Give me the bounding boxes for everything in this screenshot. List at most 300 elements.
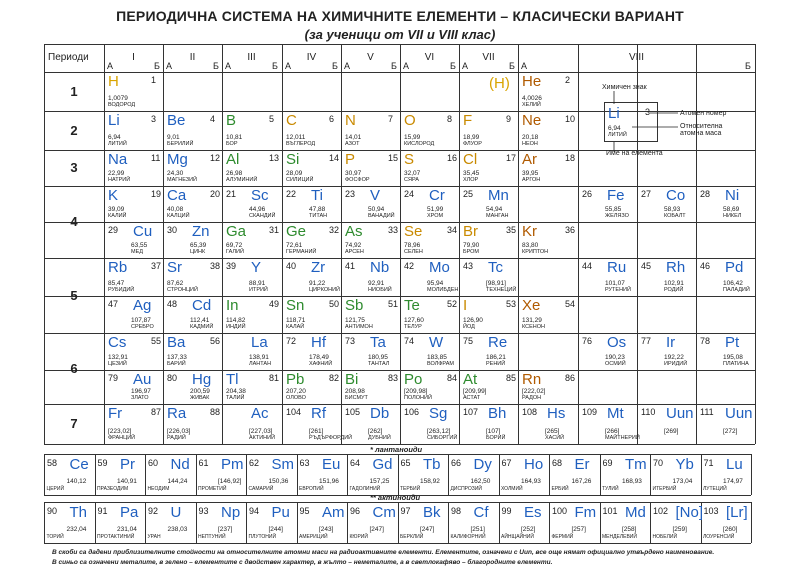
atomic-number: 3 bbox=[151, 114, 157, 124]
h-paren: (H) bbox=[489, 75, 510, 92]
atomic-number: 74 bbox=[404, 336, 415, 346]
element-H bbox=[104, 72, 163, 111]
element-symbol: Fe bbox=[607, 187, 625, 204]
element-name: ЗЛАТО bbox=[131, 395, 149, 401]
element-name: ВОЛФРАМ bbox=[427, 361, 454, 367]
atomic-mass: 150,36 bbox=[268, 478, 289, 485]
element-name: ЛОУРЕНСИЙ bbox=[703, 534, 735, 540]
atomic-mass: 55,85 bbox=[605, 206, 622, 213]
element-symbol: Sr bbox=[167, 259, 182, 276]
atomic-mass: [243] bbox=[319, 526, 334, 533]
atomic-mass: 12,011 bbox=[286, 134, 306, 141]
period-1: 1 bbox=[70, 83, 78, 99]
element-Np bbox=[196, 502, 247, 543]
atomic-mass: 144,24 bbox=[167, 478, 188, 485]
group-a-label: А bbox=[462, 61, 469, 71]
group-roman-6: VI bbox=[424, 52, 435, 63]
element-name: АМЕРИЦИЙ bbox=[299, 534, 328, 540]
element-Se bbox=[400, 222, 459, 258]
element-Rn bbox=[518, 370, 577, 404]
element-Sr bbox=[163, 258, 222, 296]
atomic-mass: 114,82 bbox=[226, 317, 246, 324]
atomic-mass: 26,98 bbox=[226, 170, 243, 177]
element-Ar bbox=[518, 150, 577, 186]
element-Ru bbox=[578, 258, 637, 296]
element-symbol: Ru bbox=[607, 259, 627, 276]
element-symbol: Pm bbox=[221, 456, 244, 473]
atomic-number: 42 bbox=[404, 261, 415, 271]
element-Ne bbox=[518, 111, 577, 150]
element-name: ПАЛАДИЙ bbox=[723, 287, 750, 293]
element-name: НИОБИЙ bbox=[368, 287, 392, 293]
grid-line bbox=[751, 502, 752, 543]
element-symbol: U bbox=[170, 504, 182, 521]
element-Fr bbox=[104, 404, 163, 444]
atomic-number: 37 bbox=[151, 261, 162, 271]
atomic-mass: 167,26 bbox=[571, 478, 592, 485]
atomic-mass: [227,03] bbox=[249, 428, 273, 435]
atomic-number: 38 bbox=[210, 261, 221, 271]
element-B bbox=[222, 111, 281, 150]
atomic-number: 53 bbox=[506, 299, 517, 309]
element-name: РОДИЙ bbox=[664, 287, 684, 293]
element-symbol: Sm bbox=[271, 456, 294, 473]
element-symbol: S bbox=[404, 151, 415, 168]
atomic-number: 66 bbox=[451, 458, 462, 468]
atomic-number: 78 bbox=[700, 336, 711, 346]
element-symbol: Ti bbox=[311, 187, 323, 204]
element-name: ФЕРМИЙ bbox=[551, 534, 574, 540]
element-Bh bbox=[459, 404, 518, 444]
page-title: ПЕРИОДИЧНА СИСТЕМА НА ХИМИЧНИТЕ ЕЛЕМЕНТИ – КЛАСИЧЕСКИ ВАРИАНТ bbox=[116, 8, 684, 24]
atomic-number: 16 bbox=[447, 153, 458, 163]
element-Be bbox=[163, 111, 222, 150]
element-Mo bbox=[400, 258, 459, 296]
period-2: 2 bbox=[70, 122, 78, 138]
element-symbol: Cd bbox=[192, 297, 212, 314]
atomic-mass: 51,99 bbox=[427, 206, 444, 213]
element-name: ДУБНИЙ bbox=[368, 435, 391, 441]
group-a-label: А bbox=[107, 61, 114, 71]
atomic-mass: 208,98 bbox=[345, 388, 365, 395]
element-name: КОБАЛТ bbox=[664, 213, 686, 219]
element-Rb bbox=[104, 258, 163, 296]
atomic-mass: [107] bbox=[486, 428, 501, 435]
period-5: 5 bbox=[70, 287, 78, 303]
element-V bbox=[341, 186, 400, 222]
element-symbol: W bbox=[429, 334, 444, 351]
atomic-mass: 39,09 bbox=[108, 206, 125, 213]
atomic-number: 8 bbox=[447, 114, 453, 124]
element-name: ЕВРОПИЙ bbox=[299, 486, 324, 492]
atomic-mass: 186,21 bbox=[486, 354, 506, 361]
element-name: АРСЕН bbox=[345, 249, 364, 255]
element-name: ОСМИЙ bbox=[605, 361, 626, 367]
element-name: ВАНАДИЙ bbox=[368, 213, 395, 219]
element-Hg bbox=[163, 370, 222, 404]
atomic-number: 90 bbox=[47, 506, 58, 516]
element-Sg bbox=[400, 404, 459, 444]
atomic-number: 82 bbox=[329, 373, 340, 383]
atomic-mass: 238,03 bbox=[167, 526, 188, 533]
element-name: ЦЕЗИЙ bbox=[108, 361, 127, 367]
atomic-mass: [226,03] bbox=[167, 428, 191, 435]
atomic-mass: 157,25 bbox=[369, 478, 390, 485]
element-symbol: P bbox=[345, 151, 356, 168]
group-a-label: А bbox=[285, 61, 292, 71]
atomic-mass: 101,07 bbox=[605, 280, 625, 287]
element-name: РУБИДИЙ bbox=[108, 287, 135, 293]
element-He bbox=[518, 72, 577, 111]
element-Cu bbox=[104, 222, 163, 258]
atomic-number: 101 bbox=[602, 506, 618, 516]
element-name: БОРИЙ bbox=[486, 435, 506, 441]
atomic-number: 39 bbox=[226, 261, 237, 271]
element-symbol: Ni bbox=[725, 187, 740, 204]
group-b-label: Б bbox=[154, 61, 160, 71]
element-symbol: Br bbox=[463, 223, 478, 240]
atomic-number: 14 bbox=[329, 153, 340, 163]
atomic-number: 20 bbox=[210, 189, 221, 199]
element-symbol: Lu bbox=[726, 456, 743, 473]
atomic-number: 94 bbox=[249, 506, 260, 516]
element-Na bbox=[104, 150, 163, 186]
element-Md bbox=[600, 502, 651, 543]
element-symbol: Au bbox=[133, 371, 152, 388]
atomic-mass: 140,91 bbox=[117, 478, 137, 485]
element-Nb bbox=[341, 258, 400, 296]
atomic-number: 43 bbox=[463, 261, 474, 271]
element-name: ПЛУТОНИЙ bbox=[248, 534, 277, 540]
atomic-mass: [257] bbox=[571, 526, 586, 533]
element-name: ГАДОЛИНИЙ bbox=[349, 486, 381, 492]
grid-line bbox=[44, 543, 751, 544]
group-b-label: Б bbox=[745, 61, 751, 71]
atomic-number: 41 bbox=[345, 261, 356, 271]
element-name: МЕД bbox=[131, 249, 143, 255]
atomic-mass: [209,98] bbox=[404, 388, 428, 395]
atomic-number: 35 bbox=[506, 225, 517, 235]
atomic-number: 64 bbox=[350, 458, 361, 468]
group-b-label: Б bbox=[272, 61, 278, 71]
atomic-mass: 174,97 bbox=[723, 478, 743, 485]
element-symbol: Bi bbox=[345, 371, 359, 388]
element-Pm bbox=[196, 454, 247, 495]
element-name: ИРИДИЙ bbox=[664, 361, 688, 367]
atomic-mass: 118,71 bbox=[286, 317, 306, 324]
atomic-number: 52 bbox=[447, 299, 458, 309]
legend-mass-label: Относителна атомна маса bbox=[680, 123, 723, 137]
atomic-number: 21 bbox=[226, 189, 237, 199]
atomic-number: 111 bbox=[700, 407, 714, 417]
element-symbol: Pr bbox=[120, 456, 135, 473]
legend-sample-number: 3 bbox=[645, 107, 651, 117]
element-Tm bbox=[600, 454, 651, 495]
element-name: ИТЕРБИЙ bbox=[652, 486, 677, 492]
element-symbol: Na bbox=[108, 151, 128, 168]
element-Br bbox=[459, 222, 518, 258]
atomic-mass: 4,0026 bbox=[522, 95, 542, 102]
atomic-number: 34 bbox=[447, 225, 458, 235]
atomic-number: 67 bbox=[501, 458, 512, 468]
atomic-mass: 28,09 bbox=[286, 170, 303, 177]
element-symbol: [Lr] bbox=[726, 504, 748, 521]
atomic-mass: 79,90 bbox=[463, 242, 480, 249]
element-symbol: Nb bbox=[370, 259, 390, 276]
element-O bbox=[400, 111, 459, 150]
atomic-number: 27 bbox=[641, 189, 652, 199]
atomic-mass: 196,97 bbox=[131, 388, 151, 395]
atomic-number: 46 bbox=[700, 261, 711, 271]
element-symbol: Nd bbox=[170, 456, 190, 473]
element-C bbox=[282, 111, 341, 150]
element-symbol: Cu bbox=[133, 223, 153, 240]
atomic-mass: 107,87 bbox=[131, 317, 151, 324]
element-symbol: Cf bbox=[473, 504, 489, 521]
element-symbol: Rn bbox=[522, 371, 542, 388]
element-symbol: Li bbox=[108, 112, 120, 129]
element-symbol: Co bbox=[666, 187, 686, 204]
element-symbol: Al bbox=[226, 151, 240, 168]
element-Rh bbox=[637, 258, 696, 296]
atomic-mass: 200,59 bbox=[190, 388, 210, 395]
atomic-number: 98 bbox=[451, 506, 462, 516]
element-name: СИБОРГИЙ bbox=[427, 435, 458, 441]
element-Au bbox=[104, 370, 163, 404]
atomic-mass: [260] bbox=[723, 526, 738, 533]
page-subtitle: (за ученици от VII и VIII клас) bbox=[304, 27, 496, 42]
atomic-mass: 65,39 bbox=[190, 242, 207, 249]
grid-line bbox=[578, 44, 579, 444]
atomic-number: 15 bbox=[388, 153, 399, 163]
element-Pu bbox=[246, 502, 297, 543]
atomic-number: 32 bbox=[329, 225, 340, 235]
atomic-mass: [258] bbox=[622, 526, 637, 533]
atomic-mass: [266] bbox=[605, 428, 620, 435]
element-name: СРЕБРО bbox=[131, 324, 154, 330]
element-name: БОР bbox=[226, 141, 238, 147]
element-name: БИСМУТ bbox=[345, 395, 368, 401]
element-symbol: Rb bbox=[108, 259, 128, 276]
element-name: КЮРИЙ bbox=[349, 534, 368, 540]
element-Cl bbox=[459, 150, 518, 186]
atomic-mass: [98,91] bbox=[486, 280, 506, 287]
atomic-mass: 40,08 bbox=[167, 206, 184, 213]
element-Pt bbox=[696, 333, 755, 370]
element-symbol: Uun bbox=[666, 405, 694, 422]
element-symbol: Hs bbox=[547, 405, 566, 422]
element-name: ТЕЛУР bbox=[404, 324, 422, 330]
legend-symbol-label: Химичен знак bbox=[602, 84, 647, 91]
element-name: ХАСИЙ bbox=[545, 435, 565, 441]
element-Sm bbox=[246, 454, 297, 495]
element-name: АКТИНИЙ bbox=[249, 435, 276, 441]
element-[No] bbox=[650, 502, 704, 543]
atomic-number: 17 bbox=[506, 153, 517, 163]
element-Zr bbox=[282, 258, 341, 296]
atomic-number: 31 bbox=[269, 225, 280, 235]
element-name: ЦИНК bbox=[190, 249, 206, 255]
atomic-mass: 74,92 bbox=[345, 242, 362, 249]
atomic-mass: 106,42 bbox=[723, 280, 743, 287]
footnote-1: В скоби са дадени приблизителните стойности на относителните атомни маси на радиоактивните елементи. Елементите, означени с Uun, все още нямат официално утвърдено наименование. bbox=[52, 549, 715, 556]
element-symbol: Mt bbox=[607, 405, 624, 422]
atomic-mass: 180,95 bbox=[368, 354, 388, 361]
atomic-mass: [265] bbox=[545, 428, 560, 435]
atomic-number: 80 bbox=[167, 373, 178, 383]
atomic-mass: 72,61 bbox=[286, 242, 303, 249]
element-Ac bbox=[222, 404, 281, 444]
element-symbol: Sn bbox=[286, 297, 305, 314]
element-name: АЛУМИНИЙ bbox=[226, 177, 258, 183]
element-symbol: Gd bbox=[372, 456, 393, 473]
element-symbol: V bbox=[370, 187, 381, 204]
atomic-mass: 207,20 bbox=[286, 388, 306, 395]
element-name: КАЛИФОРНИЙ bbox=[450, 534, 486, 540]
element-Ca bbox=[163, 186, 222, 222]
element-name: НОБЕЛИЙ bbox=[652, 534, 678, 540]
atomic-number: 28 bbox=[700, 189, 711, 199]
element-symbol: In bbox=[226, 297, 239, 314]
atomic-number: 108 bbox=[522, 407, 538, 417]
element-Am bbox=[297, 502, 348, 543]
element-W bbox=[400, 333, 459, 370]
element-name: ВОДОРОД bbox=[108, 102, 136, 108]
element-Hf bbox=[282, 333, 341, 370]
atomic-mass: 92,91 bbox=[368, 280, 385, 287]
lanthanides-label: * лантаноиди bbox=[370, 445, 423, 454]
element-Pb bbox=[282, 370, 341, 404]
atomic-mass: [252] bbox=[521, 526, 536, 533]
element-symbol: Mn bbox=[488, 187, 509, 204]
element-symbol: Cr bbox=[429, 187, 445, 204]
element-name: ОЛОВО bbox=[286, 395, 306, 401]
element-symbol: Cm bbox=[372, 504, 396, 521]
element-name: ИТРИЙ bbox=[249, 287, 268, 293]
element-symbol: Cs bbox=[108, 334, 127, 351]
element-symbol: Pt bbox=[725, 334, 740, 351]
element-symbol: K bbox=[108, 187, 119, 204]
atomic-number: 96 bbox=[350, 506, 361, 516]
element-S bbox=[400, 150, 459, 186]
element-Pa bbox=[95, 502, 146, 543]
element-Os bbox=[578, 333, 637, 370]
atomic-mass: 88,91 bbox=[249, 280, 266, 287]
group-b-label: Б bbox=[332, 61, 338, 71]
atomic-mass: 195,08 bbox=[723, 354, 743, 361]
legend-arrows bbox=[592, 80, 747, 160]
element-name: КАЛАЙ bbox=[286, 324, 305, 330]
element-name: ЖИВАК bbox=[190, 395, 210, 401]
atomic-number: 26 bbox=[582, 189, 593, 199]
atomic-mass: 102,91 bbox=[664, 280, 684, 287]
element-name: РУТЕНИЙ bbox=[605, 287, 631, 293]
element-name: РАДОН bbox=[522, 395, 542, 401]
element-symbol: Pd bbox=[725, 259, 744, 276]
period-7: 7 bbox=[70, 416, 78, 431]
atomic-number: 93 bbox=[198, 506, 209, 516]
element-La bbox=[222, 333, 281, 370]
atomic-mass: 22,99 bbox=[108, 170, 125, 177]
atomic-mass: 95,94 bbox=[427, 280, 444, 287]
atomic-number: 54 bbox=[565, 299, 576, 309]
atomic-mass: 204,38 bbox=[226, 388, 246, 395]
element-symbol: Mg bbox=[167, 151, 188, 168]
legend-sample-mass: 6,94 bbox=[608, 125, 621, 132]
element-As bbox=[341, 222, 400, 258]
atomic-number: 36 bbox=[565, 225, 576, 235]
element-symbol: Tl bbox=[226, 371, 239, 388]
element-name: ФРАНЦИЙ bbox=[108, 435, 136, 441]
atomic-number: 81 bbox=[269, 373, 280, 383]
element-name: ЖЕЛЯЗО bbox=[605, 213, 629, 219]
element-symbol: Np bbox=[221, 504, 241, 521]
element-name: АНТИМОН bbox=[345, 324, 373, 330]
atomic-number: 75 bbox=[463, 336, 474, 346]
group-a-label: А bbox=[344, 61, 351, 71]
atomic-mass: 20,18 bbox=[522, 134, 539, 141]
atomic-number: 87 bbox=[151, 407, 162, 417]
element-symbol: [No] bbox=[675, 504, 704, 521]
element-name: ДИСПРОЗИЙ bbox=[450, 486, 483, 492]
element-symbol: Th bbox=[69, 504, 88, 521]
element-symbol: Y bbox=[251, 259, 262, 276]
element-F bbox=[459, 111, 518, 150]
atomic-mass: 15,99 bbox=[404, 134, 421, 141]
element-name: АЗОТ bbox=[345, 141, 360, 147]
atomic-number: 23 bbox=[345, 189, 356, 199]
atomic-number: 100 bbox=[552, 506, 568, 516]
atomic-mass: 132,91 bbox=[108, 354, 128, 361]
element-symbol: Fr bbox=[108, 405, 123, 422]
element-Mt bbox=[578, 404, 640, 444]
atomic-number: 4 bbox=[210, 114, 216, 124]
element-name: БЕРИЛИЙ bbox=[167, 141, 194, 147]
atomic-mass: [262] bbox=[368, 428, 383, 435]
element-name: КАДМИЙ bbox=[190, 324, 214, 330]
element-symbol: Po bbox=[404, 371, 423, 388]
atomic-number: 95 bbox=[299, 506, 310, 516]
element-name: ЕРБИЙ bbox=[551, 486, 569, 492]
atomic-mass: [259] bbox=[672, 526, 687, 533]
element-Te bbox=[400, 296, 459, 333]
element-symbol: Md bbox=[625, 504, 646, 521]
element-symbol: Ta bbox=[370, 334, 386, 351]
element-symbol: Ag bbox=[133, 297, 152, 314]
element-Si bbox=[282, 150, 341, 186]
atomic-number: 110 bbox=[641, 407, 656, 417]
element-Db bbox=[341, 404, 400, 444]
element-Dy bbox=[448, 454, 499, 495]
element-symbol: Ir bbox=[666, 334, 676, 351]
atomic-number: 29 bbox=[108, 225, 119, 235]
element-name: ЛУТЕЦИЙ bbox=[703, 486, 727, 492]
element-symbol: Ga bbox=[226, 223, 247, 240]
element-name: БАРИЙ bbox=[167, 361, 186, 367]
element-symbol: Rf bbox=[311, 405, 326, 422]
atomic-mass: 50,94 bbox=[368, 206, 385, 213]
element-name: РАДИЙ bbox=[167, 435, 186, 441]
atomic-number: 2 bbox=[565, 75, 571, 85]
element-symbol: F bbox=[463, 112, 473, 129]
legend-atomic-label: Атомен номер bbox=[680, 110, 727, 117]
element-symbol: Zn bbox=[192, 223, 210, 240]
element-symbol: Ba bbox=[167, 334, 186, 351]
atomic-number: 56 bbox=[210, 336, 221, 346]
atomic-number: 12 bbox=[210, 153, 221, 163]
atomic-mass: 18,99 bbox=[463, 134, 480, 141]
atomic-mass: 54,94 bbox=[486, 206, 503, 213]
